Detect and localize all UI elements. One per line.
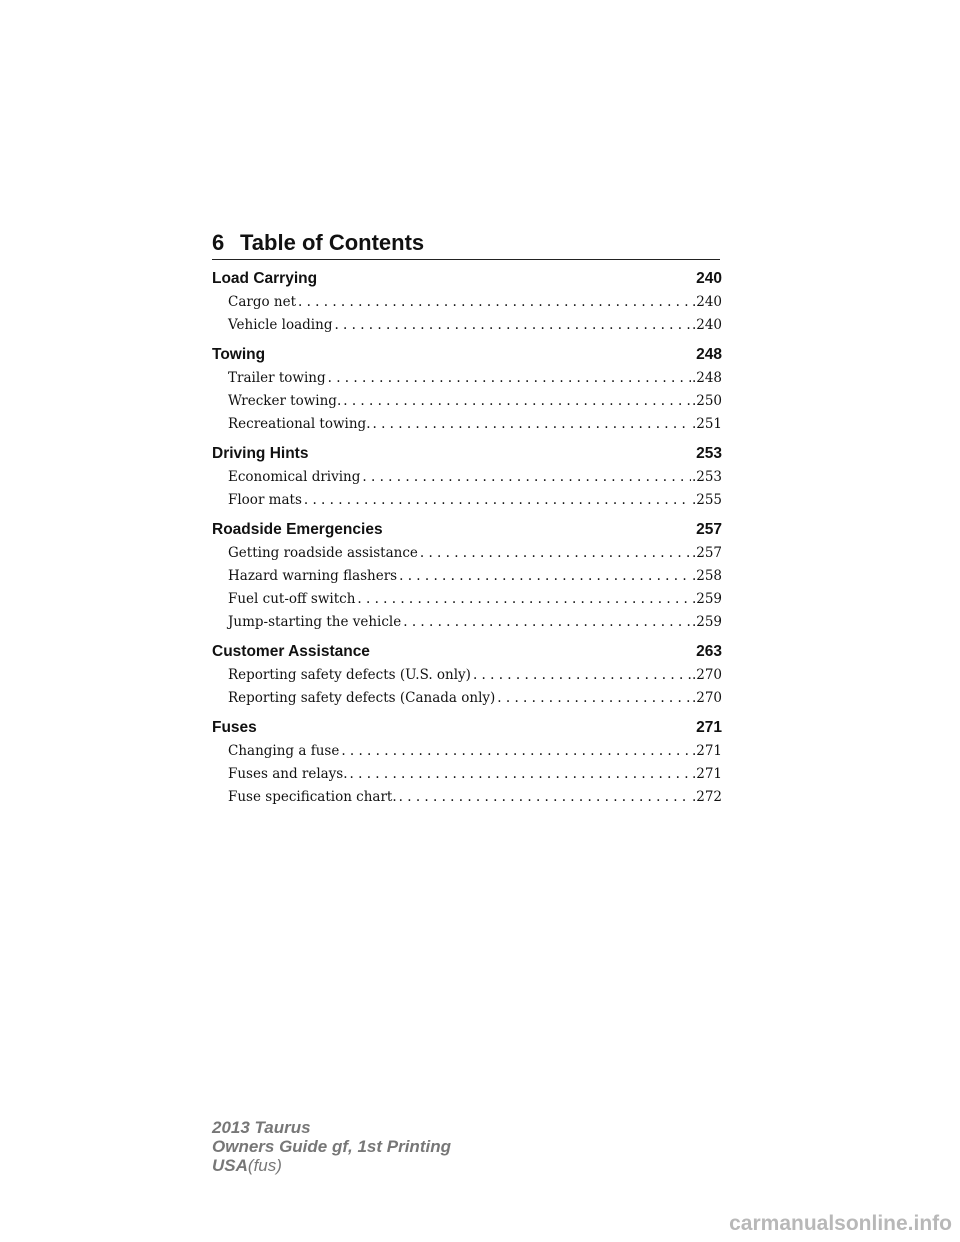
entry-page: .270 xyxy=(691,667,722,683)
dot-leader xyxy=(403,611,691,634)
entry-label: Cargo net xyxy=(228,294,297,310)
entry-page: .270 xyxy=(691,690,722,706)
table-of-contents xyxy=(212,268,722,816)
toc-section-roadside-emergencies xyxy=(212,519,722,634)
dot-leader xyxy=(473,664,691,687)
entry-page: .259 xyxy=(691,614,722,630)
dot-leader xyxy=(304,489,691,512)
toc-entry[interactable] xyxy=(212,367,722,390)
toc-entry[interactable] xyxy=(212,390,722,413)
entry-label: Fuse specification chart. xyxy=(228,789,397,805)
dot-leader xyxy=(372,413,690,436)
toc-section-heading[interactable] xyxy=(212,717,722,739)
entry-label: Fuses and relays. xyxy=(228,766,348,782)
toc-entry[interactable] xyxy=(212,786,722,809)
section-page: 257 xyxy=(696,521,722,538)
section-title: Customer Assistance xyxy=(212,643,370,660)
toc-entry[interactable] xyxy=(212,611,722,634)
toc-section-heading[interactable] xyxy=(212,519,722,541)
entry-label: Hazard warning flashers xyxy=(228,568,398,584)
dot-leader xyxy=(341,740,691,763)
section-page: 248 xyxy=(696,346,722,363)
dot-leader xyxy=(497,687,691,710)
section-title: Towing xyxy=(212,346,266,363)
entry-page: .271 xyxy=(691,766,722,782)
toc-entry[interactable] xyxy=(212,565,722,588)
toc-entry[interactable] xyxy=(212,466,722,489)
toc-section-customer-assistance xyxy=(212,641,722,710)
watermark: carmanualsonline.info xyxy=(729,1212,952,1235)
page-number: 6 xyxy=(212,230,225,255)
toc-section-heading[interactable] xyxy=(212,344,722,366)
toc-section-heading[interactable] xyxy=(212,443,722,465)
entry-label: Getting roadside assistance xyxy=(228,545,418,561)
print-footer xyxy=(212,1118,451,1175)
toc-section-load-carrying xyxy=(212,268,722,337)
entry-label: Jump-starting the vehicle xyxy=(228,614,402,630)
dot-leader xyxy=(399,786,691,809)
section-page: 263 xyxy=(696,643,722,660)
section-page: 271 xyxy=(696,719,722,736)
toc-entry[interactable] xyxy=(212,740,722,763)
toc-entry[interactable] xyxy=(212,664,722,687)
page-header xyxy=(212,229,720,260)
dot-leader xyxy=(350,763,691,786)
dot-leader xyxy=(343,390,691,413)
entry-label: Trailer towing xyxy=(228,370,326,386)
footer-region: USA xyxy=(212,1156,248,1175)
entry-page: .248 xyxy=(691,370,722,386)
section-title: Roadside Emergencies xyxy=(212,521,383,538)
entry-page: .272 xyxy=(691,789,722,805)
toc-entry[interactable] xyxy=(212,687,722,710)
entry-label: Floor mats xyxy=(228,492,302,508)
section-title: Fuses xyxy=(212,719,257,736)
entry-page: .250 xyxy=(691,393,722,409)
toc-section-towing xyxy=(212,344,722,436)
section-title: Driving Hints xyxy=(212,445,309,462)
entry-page: .259 xyxy=(691,591,722,607)
entry-label: Recreational towing. xyxy=(228,416,371,432)
entry-label: Fuel cut-off switch xyxy=(228,591,356,607)
section-page: 253 xyxy=(696,445,722,462)
page-title: Table of Contents xyxy=(240,230,425,255)
toc-section-driving-hints xyxy=(212,443,722,512)
dot-leader xyxy=(328,367,691,390)
entry-page: .240 xyxy=(691,294,722,310)
dot-leader xyxy=(334,314,690,337)
toc-entry[interactable] xyxy=(212,489,722,512)
footer-line-model: 2013 Taurus xyxy=(212,1118,311,1137)
entry-label: Reporting safety defects (U.S. only) xyxy=(228,667,471,683)
entry-page: .257 xyxy=(691,545,722,561)
dot-leader xyxy=(399,565,691,588)
section-page: 240 xyxy=(696,270,722,287)
dot-leader xyxy=(362,466,691,489)
toc-entry[interactable] xyxy=(212,291,722,314)
toc-entry[interactable] xyxy=(212,588,722,611)
dot-leader xyxy=(357,588,691,611)
entry-label: Economical driving xyxy=(228,469,361,485)
entry-label: Changing a fuse xyxy=(228,743,340,759)
toc-section-fuses xyxy=(212,717,722,809)
footer-region-code: (fus) xyxy=(247,1156,282,1175)
toc-entry[interactable] xyxy=(212,763,722,786)
toc-entry[interactable] xyxy=(212,314,722,337)
entry-page: .271 xyxy=(691,743,722,759)
footer-line-edition: Owners Guide gf, 1st Printing xyxy=(212,1137,451,1156)
entry-page: .255 xyxy=(691,492,722,508)
section-title: Load Carrying xyxy=(212,270,318,287)
toc-section-heading[interactable] xyxy=(212,268,722,290)
toc-entry[interactable] xyxy=(212,542,722,565)
entry-label: Vehicle loading xyxy=(228,317,333,333)
entry-page: .253 xyxy=(691,469,722,485)
dot-leader xyxy=(420,542,691,565)
entry-page: .251 xyxy=(691,416,722,432)
entry-label: Wrecker towing. xyxy=(228,393,342,409)
toc-section-heading[interactable] xyxy=(212,641,722,663)
entry-label: Reporting safety defects (Canada only) xyxy=(228,690,496,706)
entry-page: .258 xyxy=(691,568,722,584)
toc-entry[interactable] xyxy=(212,413,722,436)
dot-leader xyxy=(298,291,691,314)
entry-page: .240 xyxy=(691,317,722,333)
footer-line-region xyxy=(212,1156,451,1175)
